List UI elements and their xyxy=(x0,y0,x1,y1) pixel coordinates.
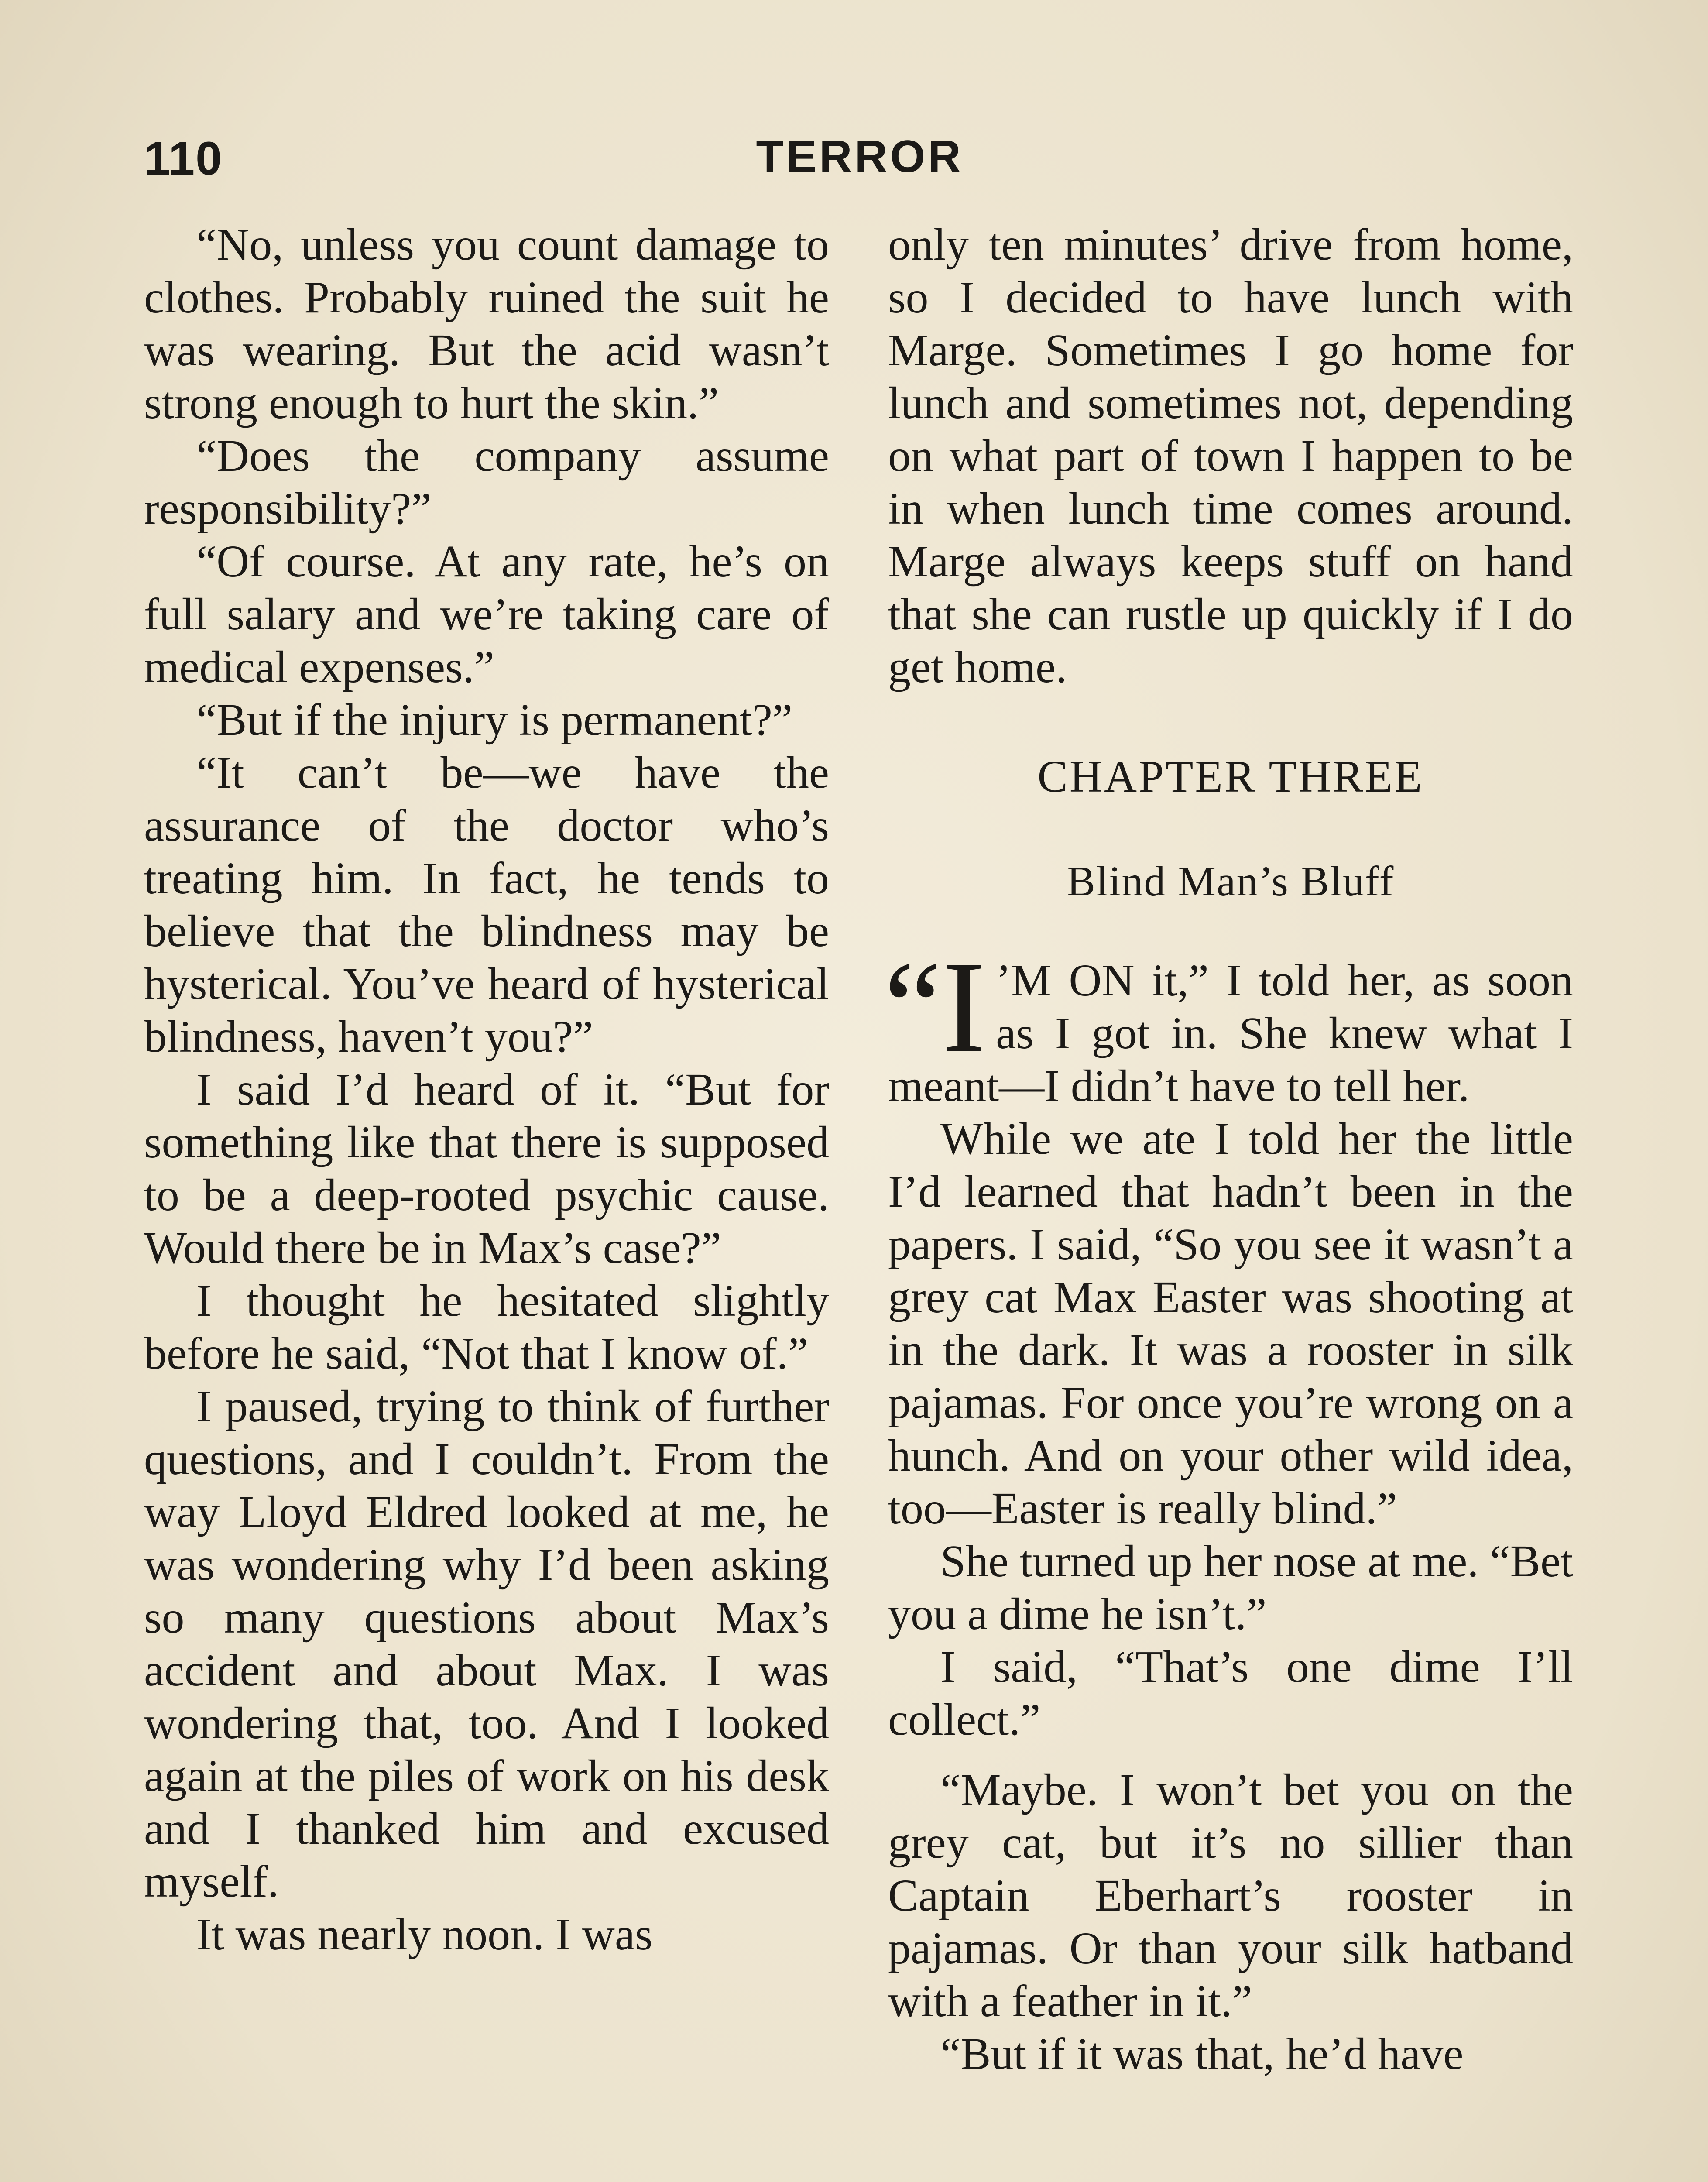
paragraph: I said, “That’s one dime I’ll collect.” xyxy=(888,1642,1573,1745)
paragraph: “Maybe. I won’t bet you on the grey cat, but it’s no sillier than Captain Eberhart’s rooster in pajamas. Or than your silk hatband with a feather in it.” xyxy=(888,1765,1573,2026)
opening-paragraph xyxy=(884,934,1573,1112)
chapter-subtitle: Blind Man’s Bluff xyxy=(1067,858,1395,905)
paragraph: “It can’t be—we have the assurance of the doctor who’s treating him. In fact, he tends to believe that the blindness may be hysterical. You’ve heard of hysterical blindness, haven’t you?” xyxy=(144,748,829,1062)
drop-cap: “I xyxy=(884,934,986,1079)
paragraph: I said I’d heard of it. “But for something like that there is supposed to be a deep-rooted psychic cause. Would there be in Max’s case?” xyxy=(144,1064,829,1273)
paragraph: It was nearly noon. I was xyxy=(196,1909,653,1959)
paragraph: I thought he hesitated slightly before he said, “Not that I know of.” xyxy=(144,1276,829,1379)
paragraph: “But if it was that, he’d have xyxy=(940,2029,1464,2079)
paragraph: “Does the company assume responsibility?” xyxy=(144,431,829,534)
opening-text: ’M ON it,” I told her, as soon as I got in. She knew what I meant—I didn’t have to tell her. xyxy=(888,955,1573,1111)
left-column xyxy=(144,218,829,1961)
paragraph: While we ate I told her the little I’d learned that hadn’t been in the papers. I said, “So you see it wasn’t a grey cat Max Easter was shooting at in the dark. It was a rooster in silk pajamas. For once you’re wrong on a hunch. And on your other wild idea, too—Easter is really blind.” xyxy=(888,1114,1573,1534)
page-header xyxy=(144,131,1575,188)
paragraph: “But if the injury is permanent?” xyxy=(196,695,793,745)
chapter-title: CHAPTER THREE xyxy=(1037,751,1424,802)
continued-paragraph: only ten minutes’ drive from home, so I decided to have lunch with Marge. Sometimes I go home for lunch and sometimes not, depending on what part of town I happen to be in when lunch time comes around. Marge always keeps stuff on hand that she can rustle up quickly if I do get home. xyxy=(888,220,1573,692)
paragraph: “No, unless you count damage to clothes. Probably ruined the suit he was wearing. But the acid wasn’t strong enough to hurt the skin.” xyxy=(144,220,829,428)
paragraph: “Of course. At any rate, he’s on full salary and we’re taking care of medical expenses.” xyxy=(144,536,829,692)
running-head: TERROR xyxy=(756,131,964,182)
paragraph: She turned up her nose at me. “Bet you a dime he isn’t.” xyxy=(888,1536,1573,1639)
page-number: 110 xyxy=(144,132,223,185)
paragraph: I paused, trying to think of further questions, and I couldn’t. From the way Lloyd Eldred looked at me, he was wondering why I’d been asking so many questions about Max’s accident and about Max. I was wondering that, too. And I looked again at the piles of work on his desk and I thanked him and excused myself. xyxy=(144,1381,829,1907)
right-column xyxy=(884,218,1573,2080)
